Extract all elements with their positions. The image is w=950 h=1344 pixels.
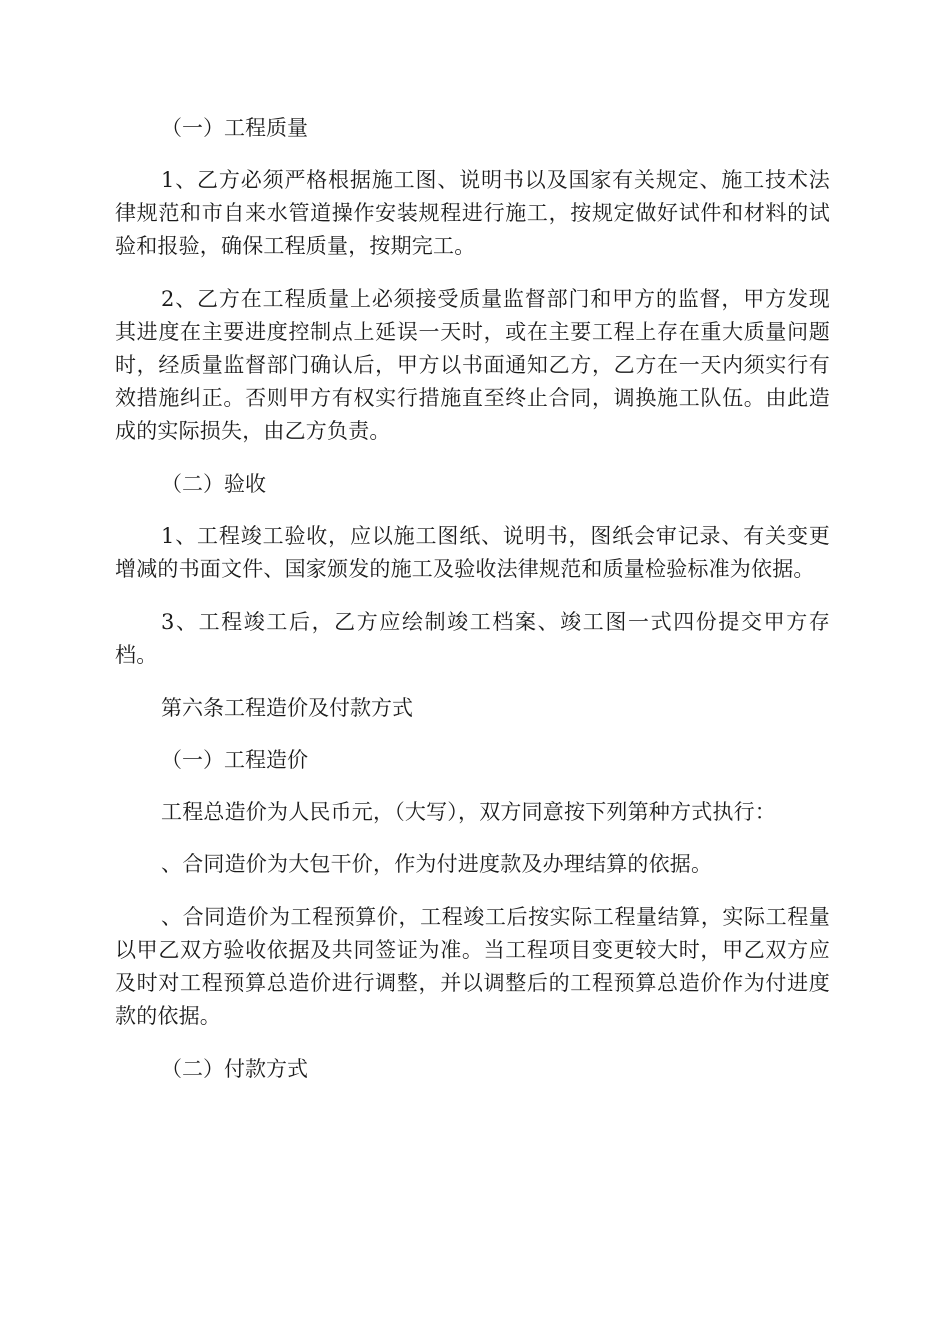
paragraph-cost-option-1: 、合同造价为大包干价，作为付进度款及办理结算的依据。 [161,852,713,876]
paragraph-quality-2: 2、乙方在工程质量上必须接受质量监督部门和甲方的监督，甲方发现其进度在主要进度控制点上延误一天时，或在主要工程上存在重大质量问题时，经质量监督部门确认后，甲方以书面通知乙方，乙方在一天内须实行有效措施纠正。否则甲方有权实行措施直至终止合同，调换施工队伍。由此造成的实际损失，由乙方负责。 [115,287,830,443]
article-heading-6: 第六条工程造价及付款方式 [161,696,413,720]
paragraph-acceptance-1: 1、工程竣工验收，应以施工图纸、说明书，图纸会审记录、有关变更增减的书面文件、国家颁发的施工及验收法律规范和质量检验标准为依据。 [115,524,830,581]
section-heading-acceptance: （二）验收 [161,472,266,496]
section-heading-cost: （一）工程造价 [161,748,308,772]
paragraph-cost-total: 工程总造价为人民币元，（大写），双方同意按下列第种方式执行： [161,800,776,824]
document-body [115,112,830,1086]
paragraph-quality-1: 1、乙方必须严格根据施工图、说明书以及国家有关规定、施工技术法律规范和市自来水管道操作安装规程进行施工，按规定做好试件和材料的试验和报验，确保工程质量，按期完工。 [115,168,830,258]
paragraph-acceptance-3: 3、工程竣工后，乙方应绘制竣工档案、竣工图一式四份提交甲方存档。 [115,610,830,667]
section-heading-payment: （二）付款方式 [161,1057,308,1081]
paragraph-cost-option-2: 、合同造价为工程预算价，工程竣工后按实际工程量结算，实际工程量以甲乙双方验收依据及共同签证为准。当工程项目变更较大时，甲乙双方应及时对工程预算总造价进行调整，并以调整后的工程预算总造价作为付进度款的依据。 [115,905,830,1028]
section-heading-quality: （一）工程质量 [161,116,308,140]
